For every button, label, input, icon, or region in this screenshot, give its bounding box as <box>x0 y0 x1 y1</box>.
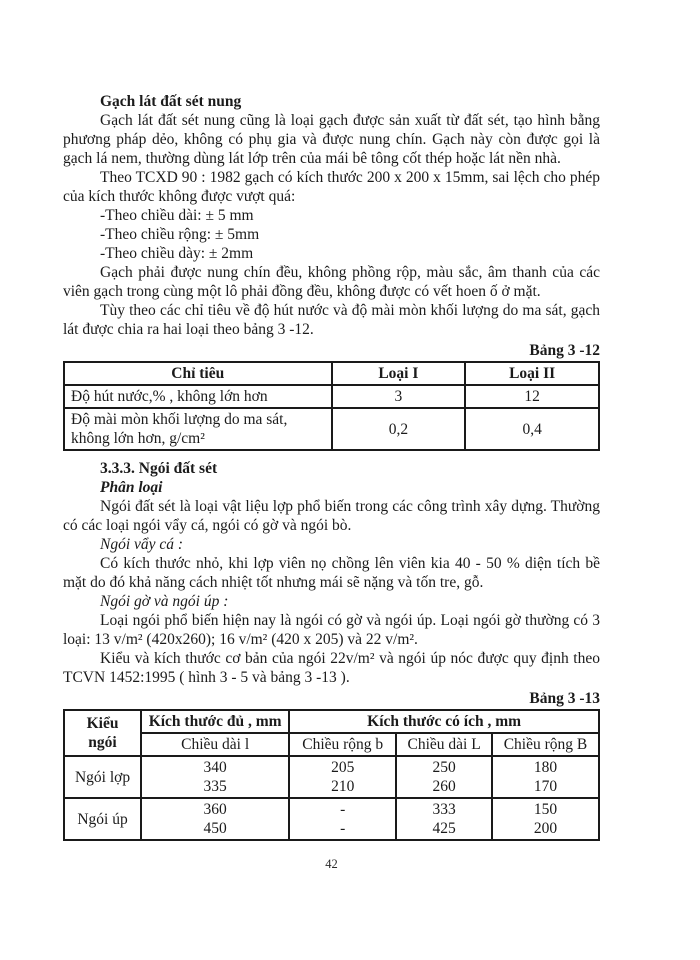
paragraph-ngoi-intro: Ngói đất sét là loại vật liệu lợp phổ biến trong các công trình xây dựng. Thường có các loại ngói vẩy cá, ngói có gờ và ngói bò. <box>63 498 600 534</box>
value-line: 333 <box>432 801 456 818</box>
t313-cell-lop-rong-b <box>289 756 396 798</box>
paragraph-tcxd-standard: Theo TCXD 90 : 1982 gạch có kích thước 200 x 200 x 15mm, sai lệch cho phép của kích thước không được vượt quá: <box>63 169 600 205</box>
t313-header-kieu-ngoi: Kiểu ngói <box>64 710 141 756</box>
t313-subheader-chieu-rong-B: Chiều rộng B <box>492 733 599 756</box>
t312-cell-label-hut-nuoc: Độ hút nước,% , không lớn hơn <box>64 385 332 408</box>
t312-cell-loai1-mai-mon: 0,2 <box>332 408 466 450</box>
t313-cell-up-rong-B <box>492 798 599 840</box>
value-line: 205 <box>331 759 355 776</box>
paragraph-classification: Tùy theo các chỉ tiêu về độ hút nước và độ mài mòn khối lượng do ma sát, gạch lát được chia ra hai loại theo bảng 3 -12. <box>63 302 600 338</box>
t313-subheader-chieu-dai-l: Chiều dài l <box>141 733 289 756</box>
subheading-ngoi-vay-ca: Ngói vẩy cá : <box>100 536 184 553</box>
tolerance-item-length: -Theo chiều dài: ± 5 mm <box>100 207 254 224</box>
t313-cell-kieu-ngoi-up: Ngói úp <box>64 798 141 840</box>
t312-cell-loai2-hut-nuoc: 12 <box>465 385 599 408</box>
t312-cell-loai1-hut-nuoc: 3 <box>332 385 466 408</box>
t312-cell-label-mai-mon: Độ mài mòn khối lượng do ma sát, không lớn hơn, g/cm² <box>64 408 332 450</box>
section2-heading: 3.3.3. Ngói đất sét <box>100 460 218 477</box>
subheading-ngoi-go-up: Ngói gờ và ngói úp : <box>100 593 229 610</box>
value-line: 150 <box>533 801 558 818</box>
table312-caption: Bảng 3 -12 <box>529 342 600 359</box>
value-line: 260 <box>432 778 456 795</box>
t313-cell-kieu-ngoi-lop: Ngói lợp <box>64 756 141 798</box>
table313-row-ngoi-up <box>64 798 599 840</box>
table312-header-row <box>64 362 599 385</box>
t313-header-kich-thuoc-co-ich: Kích thước có ích , mm <box>289 710 599 733</box>
t313-subheader-chieu-rong-b: Chiều rộng b <box>289 733 396 756</box>
section1-heading: Gạch lát đất sét nung <box>100 93 242 110</box>
t313-cell-up-dai-l <box>141 798 289 840</box>
table-3-12 <box>63 361 600 451</box>
value-line: 425 <box>432 820 456 837</box>
tolerance-item-width: -Theo chiều rộng: ± 5mm <box>100 226 260 243</box>
t313-header-kich-thuoc-du: Kích thước đủ , mm <box>141 710 289 733</box>
value-line: 340 <box>203 759 227 776</box>
paragraph-ngoi-go-types: Loại ngói phổ biến hiện nay là ngói có gờ và ngói úp. Loại ngói gờ thường có 3 loại: 13 v/m² (420x260); 16 v/m² (420 x 205) và 22 v/m². <box>63 612 600 648</box>
value-line: 360 <box>203 801 227 818</box>
paragraph-ngoi-vay-ca: Có kích thước nhỏ, khi lợp viên nọ chồng lên viên kia 40 - 50 % diện tích bề mặt do đó khả năng cách nhiệt tốt nhưng mái sẽ nặng và tốn tre, gỗ. <box>63 555 600 591</box>
value-line: 450 <box>203 820 227 837</box>
table-3-13 <box>63 709 600 841</box>
section-spacer <box>63 451 600 459</box>
paragraph-quality-requirements: Gạch phải được nung chín đều, không phồng rộp, màu sắc, âm thanh của các viên gạch trong cùng một lô phải đồng đều, không được có vết hoen ố ở mặt. <box>63 264 600 300</box>
paragraph-gach-intro: Gạch lát đất sét nung cũng là loại gạch được sản xuất từ đất sét, tạo hình bằng phương pháp dẻo, không có phụ gia và được nung chín. Gạch này còn được gọi là gạch lá nem, thường dùng lát lớp trên của mái bê tông cốt thép hoặc lát nền nhà. <box>63 112 600 167</box>
t312-header-loai-2: Loại II <box>465 362 599 385</box>
t312-cell-loai2-mai-mon: 0,4 <box>465 408 599 450</box>
t312-header-loai-1: Loại I <box>332 362 466 385</box>
tolerance-item-thickness: -Theo chiều dày: ± 2mm <box>100 245 254 262</box>
paragraph-tcvn-standard: Kiểu và kích thước cơ bản của ngói 22v/m² và ngói úp nóc được quy định theo TCVN 1452:1995 ( hình 3 - 5 và bảng 3 -13 ). <box>63 650 600 686</box>
t313-cell-up-dai-L <box>396 798 492 840</box>
section2-subheading-phan-loai: Phân loại <box>100 479 163 496</box>
value-line: 335 <box>203 778 227 795</box>
value-line: 180 <box>533 759 558 776</box>
value-line: 200 <box>533 820 558 837</box>
value-line: 250 <box>432 759 456 776</box>
value-line: - <box>340 820 346 837</box>
table313-caption: Bảng 3 -13 <box>529 690 600 707</box>
t312-header-chi-tieu: Chỉ tiêu <box>64 362 332 385</box>
value-line: - <box>340 801 346 818</box>
table313-header-row-2 <box>64 733 599 756</box>
t313-cell-lop-rong-B <box>492 756 599 798</box>
t313-subheader-chieu-dai-L: Chiều dài L <box>396 733 492 756</box>
value-line: 210 <box>331 778 355 795</box>
t313-cell-lop-dai-L <box>396 756 492 798</box>
table312-row-hut-nuoc <box>64 385 599 408</box>
page-number: 42 <box>325 857 338 871</box>
table313-row-ngoi-lop <box>64 756 599 798</box>
text-column <box>63 92 600 872</box>
t313-cell-up-rong-b <box>289 798 396 840</box>
table312-row-mai-mon <box>64 408 599 450</box>
t313-cell-lop-dai-l <box>141 756 289 798</box>
table313-header-row-1 <box>64 710 599 733</box>
value-line: 170 <box>533 778 558 795</box>
